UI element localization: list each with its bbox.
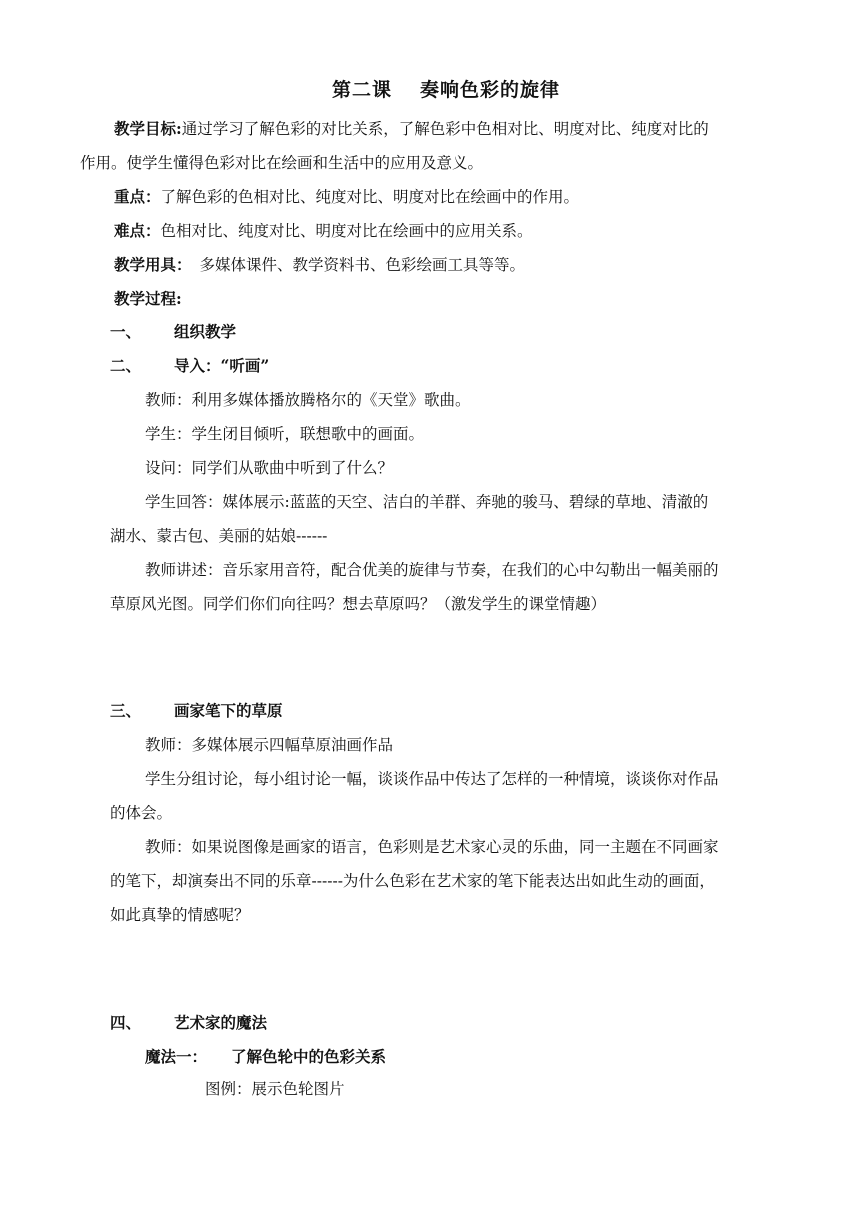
tools-label: 教学用具： bbox=[114, 255, 192, 274]
key-text: 了解色彩的色相对比、纯度对比、明度对比在绘画中的作用。 bbox=[160, 188, 580, 206]
section-1-number: 一、 bbox=[110, 322, 142, 341]
lesson-name: 奏响色彩的旋律 bbox=[420, 79, 561, 101]
section-4-title: 艺术家的魔法 bbox=[174, 1013, 268, 1032]
section-2-paragraph-2: 学生：学生闭目倾听，联想歌中的画面。 bbox=[145, 425, 425, 443]
process-heading: 教学过程: bbox=[114, 289, 182, 308]
section-3-paragraph-1: 教师：多媒体展示四幅草原油画作品 bbox=[145, 736, 394, 754]
magic-1-heading bbox=[145, 1046, 386, 1068]
section-3-paragraph-3-line-2: 的笔下，却演奏出不同的乐章------为什么色彩在艺术家的笔下能表达出如此生动的画面， bbox=[110, 872, 715, 890]
magic-1-label: 魔法一： bbox=[145, 1047, 208, 1066]
section-3-title: 画家笔下的草原 bbox=[174, 701, 283, 720]
section-3-heading bbox=[110, 700, 283, 722]
key-point bbox=[114, 186, 579, 208]
lesson-title bbox=[332, 79, 560, 101]
section-4-heading bbox=[110, 1012, 267, 1034]
objectives-text: 通过学习了解色彩的对比关系，了解色彩中色相对比、明度对比、纯度对比的 bbox=[181, 120, 709, 138]
section-4-number: 四、 bbox=[110, 1013, 142, 1032]
section-1-title: 组织教学 bbox=[174, 322, 237, 341]
difficulty-text: 色相对比、纯度对比、明度对比在绘画中的应用关系。 bbox=[160, 222, 533, 240]
section-2-paragraph-4-line-1: 学生回答：媒体展示:蓝蓝的天空、洁白的羊群、奔驰的骏马、碧绿的草地、清澈的 bbox=[145, 493, 709, 511]
section-2-paragraph-4-line-2: 湖水、蒙古包、美丽的姑娘------ bbox=[110, 527, 328, 545]
teaching-tools bbox=[114, 254, 525, 276]
color-wheel-example: 图例：展示色轮图片 bbox=[205, 1080, 345, 1098]
section-2-paragraph-5-line-2: 草原风光图。同学们你们向往吗？想去草原吗？（激发学生的课堂情趣） bbox=[110, 595, 607, 613]
section-2-paragraph-1: 教师：利用多媒体播放腾格尔的《天堂》歌曲。 bbox=[145, 391, 471, 409]
section-1-heading bbox=[110, 321, 236, 343]
objectives-line-2: 作用。使学生懂得色彩对比在绘画和生活中的应用及意义。 bbox=[80, 154, 484, 172]
section-2-paragraph-5-line-1: 教师讲述：音乐家用音符，配合优美的旋律与节奏，在我们的心中勾勒出一幅美丽的 bbox=[145, 561, 719, 579]
objectives-line-1 bbox=[114, 118, 709, 140]
section-2-paragraph-3: 设问：同学们从歌曲中听到了什么？ bbox=[145, 459, 394, 477]
key-label: 重点： bbox=[114, 187, 161, 206]
section-2-heading bbox=[110, 355, 269, 377]
section-3-paragraph-3-line-3: 如此真挚的情感呢？ bbox=[110, 906, 250, 924]
difficulty-label: 难点： bbox=[114, 221, 161, 240]
magic-1-title: 了解色轮中的色彩关系 bbox=[231, 1047, 387, 1066]
section-3-paragraph-3-line-1: 教师：如果说图像是画家的语言，色彩则是艺术家心灵的乐曲，同一主题在不同画家 bbox=[145, 838, 719, 856]
objectives-label: 教学目标: bbox=[114, 119, 182, 138]
section-2-title: 导入：“听画” bbox=[174, 356, 270, 375]
section-2-number: 二、 bbox=[110, 356, 142, 375]
section-3-paragraph-2-line-1: 学生分组讨论，每小组讨论一幅，谈谈作品中传达了怎样的一种情境，谈谈你对作品 bbox=[145, 770, 719, 788]
tools-text: 多媒体课件、教学资料书、色彩绘画工具等等。 bbox=[199, 256, 526, 274]
difficulty-point bbox=[114, 220, 533, 242]
section-3-number: 三、 bbox=[110, 701, 142, 720]
lesson-number: 第二课 bbox=[332, 79, 393, 101]
section-3-paragraph-2-line-2: 的体会。 bbox=[110, 804, 173, 822]
